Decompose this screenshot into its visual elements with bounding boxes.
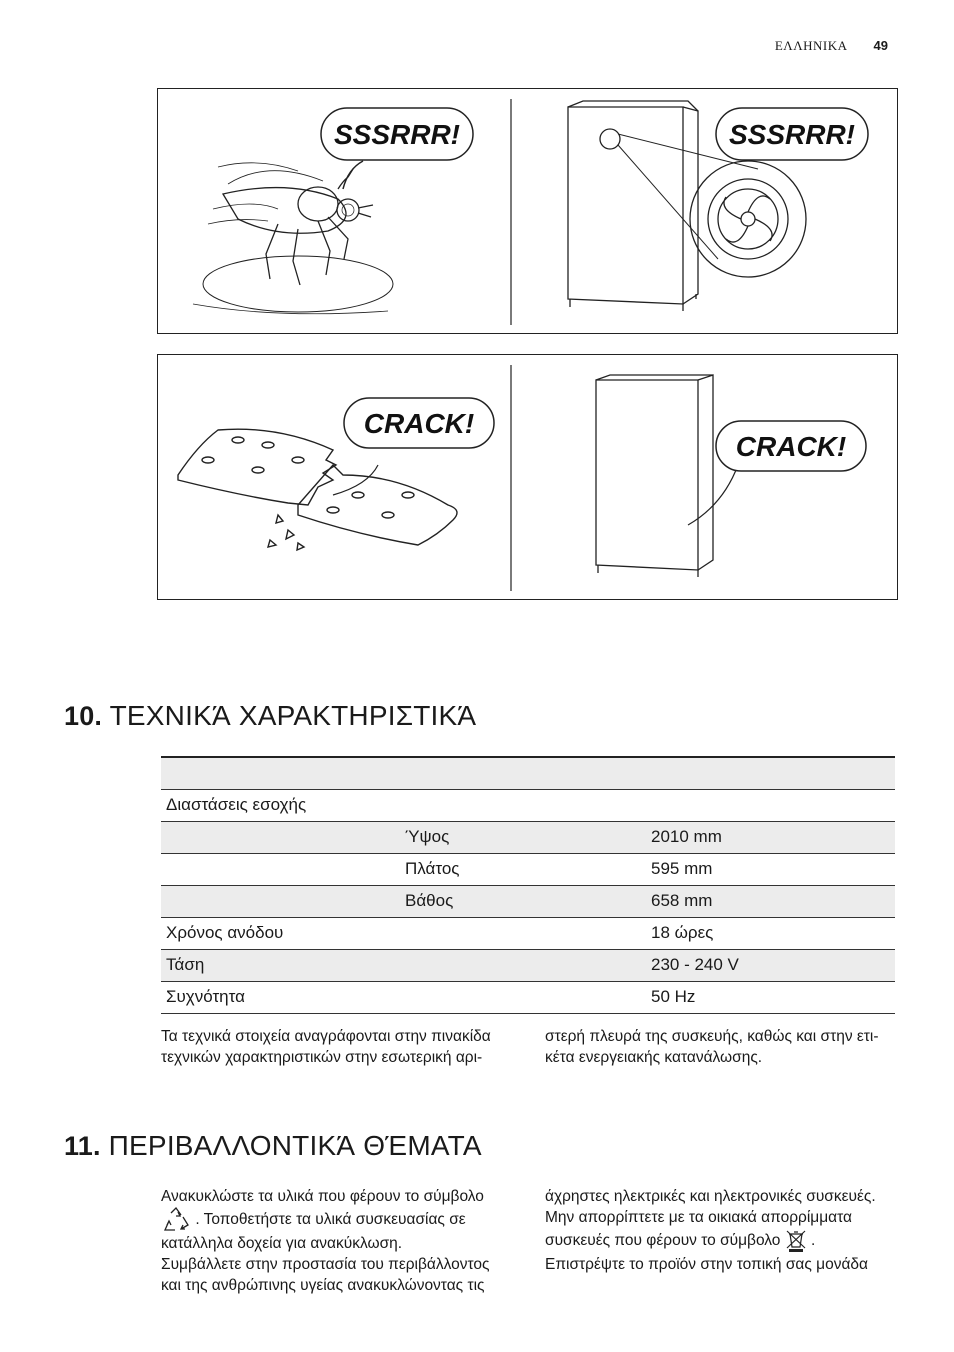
page-number: 49 [873, 38, 888, 53]
table-cell [161, 885, 397, 917]
table-row [161, 757, 895, 789]
section-10-text-col2 [545, 1026, 900, 1068]
section-11-heading [64, 1130, 482, 1162]
table-row [161, 949, 895, 981]
text-fragment: συσκευές που φέρουν το σύμβολο [545, 1232, 781, 1249]
table-cell [647, 757, 895, 789]
table-cell: 658 mm [647, 885, 895, 917]
section-11-text-col2 [545, 1186, 900, 1275]
text-fragment: . [811, 1232, 816, 1249]
table-cell [397, 981, 647, 1013]
buzz-label-right: SSSRRR! [728, 119, 856, 150]
crack-illustration [158, 355, 899, 601]
table-cell [397, 789, 647, 821]
page-header [775, 38, 888, 54]
table-cell: 18 ώρες [647, 917, 895, 949]
table-cell [161, 757, 397, 789]
section-11-title: ΠΕΡΙΒΑΛΛΟΝΤΙΚΆ ΘΈΜΑΤΑ [108, 1130, 482, 1161]
text-line: Ανακυκλώστε τα υλικά που φέρουν το σύμβολο [161, 1188, 484, 1205]
table-cell [397, 757, 647, 789]
table-cell: Πλάτος [397, 853, 647, 885]
text-line: Μην απορρίπτετε με τα οικιακά απορρίμματα [545, 1209, 852, 1226]
text-line: τεχνικών χαρακτηριστικών στην εσωτερική αρι- [161, 1049, 483, 1066]
table-cell [647, 789, 895, 821]
section-11-text-col1 [161, 1186, 516, 1296]
text-line: κατάλληλα δοχεία για ανακύκλωση. [161, 1235, 403, 1253]
table-row [161, 789, 895, 821]
table-cell: Βάθος [397, 885, 647, 917]
illustration-panel-buzz [157, 88, 898, 334]
table-row [161, 885, 895, 917]
recycle-icon [161, 1207, 191, 1233]
text-line: Συμβάλλετε στην προστασία του περιβάλλοντος [161, 1256, 490, 1274]
table-cell [397, 917, 647, 949]
wheelie-bin-crossed-icon [785, 1229, 807, 1253]
text-line: στερή πλευρά της συσκευής, καθώς και στην ετι- [545, 1028, 879, 1045]
header-language: ΕΛΛΗΝΙΚΑ [774, 38, 848, 53]
table-cell: Ύψος [397, 821, 647, 853]
text-line-with-icon [161, 1207, 516, 1233]
section-10-title: ΤΕΧΝΙΚΆ ΧΑΡΑΚΤΗΡΙΣΤΙΚΆ [109, 700, 477, 731]
text-line: Επιστρέψτε το προϊόν στην τοπική σας μονάδα [545, 1256, 869, 1273]
table-row [161, 821, 895, 853]
section-10-number: 10. [64, 701, 103, 731]
table-cell [161, 853, 397, 885]
table-cell: Χρόνος ανόδου [161, 917, 397, 949]
fly-illustration [193, 163, 393, 314]
illustration-panel-crack [157, 354, 898, 600]
buzz-illustration [158, 89, 899, 335]
table-cell: 2010 mm [647, 821, 895, 853]
text-line-with-icon [545, 1228, 900, 1254]
table-row [161, 853, 895, 885]
section-11-number: 11. [64, 1131, 101, 1161]
table-cell [161, 821, 397, 853]
technical-data-table [161, 756, 895, 1014]
table-row [161, 917, 895, 949]
table-cell: Τάση [161, 949, 397, 981]
table-cell: Συχνότητα [161, 981, 397, 1013]
table-cell: 50 Hz [647, 981, 895, 1013]
text-line: Τα τεχνικά στοιχεία αναγράφονται στην πινακίδα [161, 1028, 491, 1045]
crack-label-left: CRACK! [363, 408, 475, 439]
buzz-label-left: SSSRRR! [333, 119, 461, 150]
table-cell: 595 mm [647, 853, 895, 885]
crack-label-right: CRACK! [735, 431, 847, 462]
section-10-text-col1 [161, 1026, 516, 1068]
table-row [161, 981, 895, 1013]
section-10-heading [64, 700, 476, 732]
text-line: άχρηστες ηλεκτρικές και ηλεκτρονικές συσκευές. [545, 1188, 876, 1205]
fridge-illustration [596, 375, 738, 577]
text-line: κέτα ενεργειακής κατανάλωσης. [545, 1049, 763, 1066]
table-cell: 230 - 240 V [647, 949, 895, 981]
text-line: και της ανθρώπινης υγείας ανακυκλώνοντας τις [161, 1277, 485, 1295]
table-cell: Διαστάσεις εσοχής [161, 789, 397, 821]
table-cell [397, 949, 647, 981]
text-fragment: . Τοποθετήστε τα υλικά συσκευασίας σε [195, 1211, 466, 1229]
